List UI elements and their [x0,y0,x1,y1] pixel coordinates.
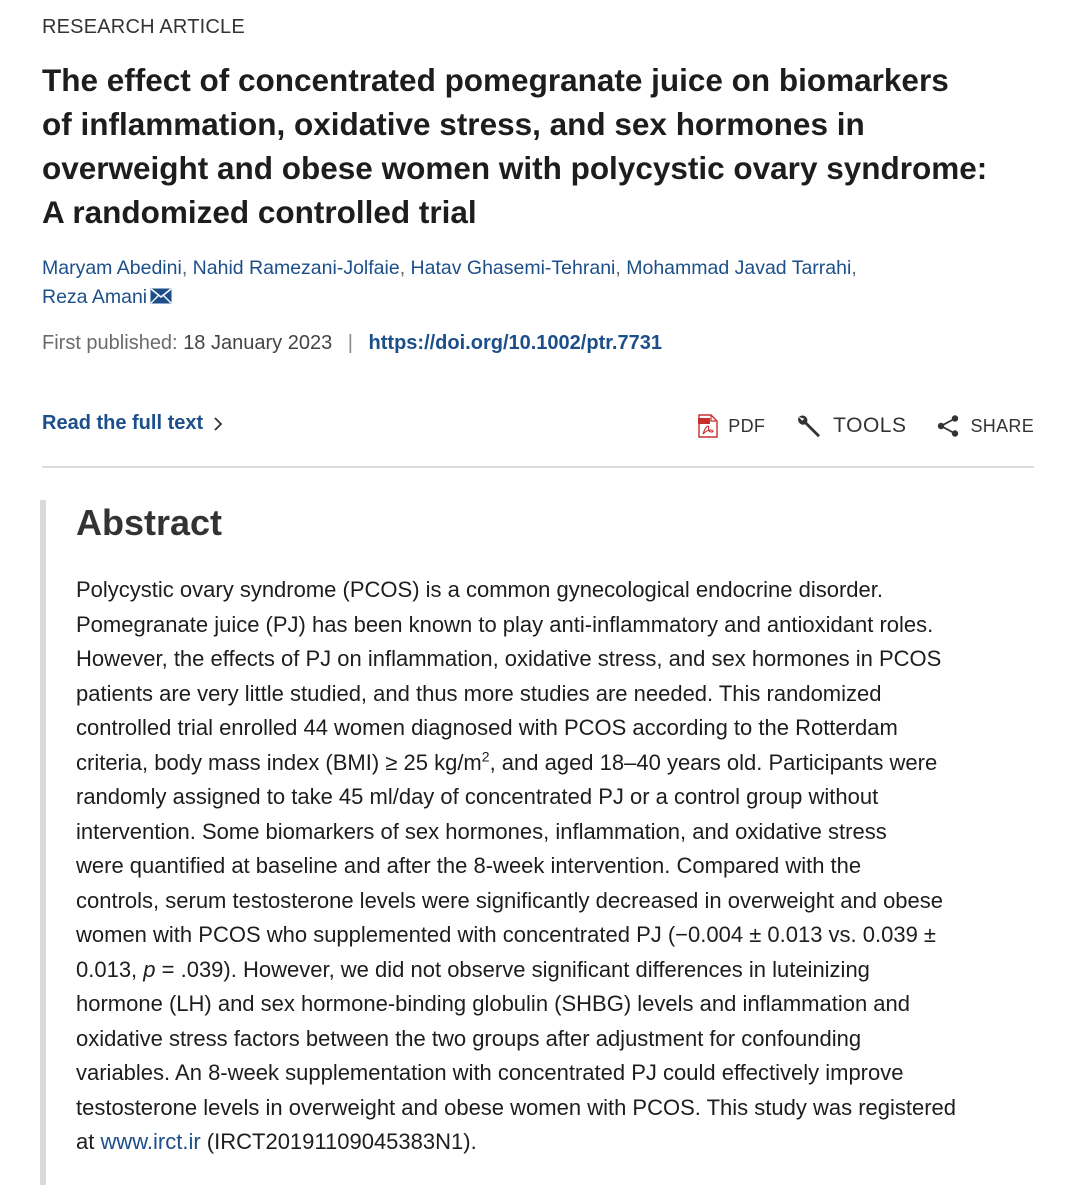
abstract-line: However, the effects of PJ on inflammation, oxidative stress, and sex hormones in PCOS [76,646,942,671]
author-list [42,254,1042,312]
bmi-superscript: 2 [481,748,490,765]
title-line: The effect of concentrated pomegranate juice on biomarkers [42,62,949,98]
first-published-label: First published: [42,332,178,354]
read-full-text-label: Read the full text [42,412,204,434]
p-value-symbol: p [143,956,156,982]
bmi-text: criteria, body mass index (BMI) ≥ 25 kg/m [76,749,482,775]
share-label: SHARE [970,415,1034,436]
pdf-label: PDF [728,415,766,436]
tools-label: TOOLS [833,414,907,437]
author-link[interactable]: Maryam Abedini [42,257,182,279]
registry-id: (IRCT20191109045383N1). [200,1129,477,1154]
abstract-line: randomly assigned to take 45 ml/day of concentrated PJ or a control group without [76,784,879,809]
article-toolbar [668,412,1034,440]
abstract-line: patients are very little studied, and thus more studies are needed. This randomized [76,680,882,706]
p-value-prefix: 0.013, [76,956,144,982]
author-separator: , [399,257,406,279]
abstract-line: hormone (LH) and sex hormone-binding globulin (SHBG) levels and inflammation and [76,991,910,1016]
abstract-heading: Abstract [76,502,223,543]
abstract-line: controls, serum testosterone levels were significantly decreased in overweight and obese [76,887,944,913]
section-divider [42,466,1034,468]
author-link[interactable]: Nahid Ramezani-Jolfaie [192,257,400,279]
abstract-line: Pomegranate juice (PJ) has been known to play anti-inflammatory and antioxidant roles. [76,611,934,637]
abstract-line [76,953,1040,988]
registry-link[interactable]: www.irct.ir [100,1129,201,1154]
publication-date: 18 January 2023 [183,332,333,354]
title-line: A randomized controlled trial [42,194,477,230]
abstract-line: were quantified at baseline and after the 8-week intervention. Compared with the [76,853,862,878]
author-link[interactable]: Hatav Ghasemi-Tehrani [410,257,616,279]
abstract-line [76,1125,1040,1160]
abstract-accent-bar [40,500,46,1185]
author-link[interactable]: Mohammad Javad Tarrahi [626,257,852,279]
p-value-suffix: = .039). However, we did not observe significant differences in luteinizing [155,956,870,982]
share-button[interactable] [936,414,1034,438]
wrench-icon [795,412,823,440]
article-title [42,58,1052,234]
chevron-right-icon [213,416,223,432]
author-separator: , [615,257,621,279]
abstract-line: women with PCOS who supplemented with concentrated PJ (−0.004 ± 0.013 vs. 0.039 ± [76,922,937,947]
abstract-line: variables. An 8-week supplementation with concentrated PJ could effectively improve [76,1060,904,1085]
author-separator: , [181,257,188,279]
abstract-line [76,746,1040,781]
registry-prefix: at [76,1129,101,1154]
read-full-text-link[interactable] [42,412,223,435]
author-separator: , [851,257,857,279]
publication-info [42,332,662,355]
bmi-text-after: , and aged 18–40 years old. Participants were [489,749,938,775]
share-icon [936,414,960,438]
title-line: overweight and obese women with polycystic ovary syndrome: [42,150,988,186]
pdf-button[interactable] [698,414,765,438]
abstract-line: testosterone levels in overweight and obese women with PCOS. This study was registered [76,1094,957,1120]
pdf-icon [698,414,718,438]
abstract-line: Polycystic ovary syndrome (PCOS) is a common gynecological endocrine disorder. [76,577,883,602]
doi-link[interactable]: https://doi.org/10.1002/ptr.7731 [368,332,662,354]
publication-separator: | [347,332,353,354]
abstract-line: controlled trial enrolled 44 women diagnosed with PCOS according to the Rotterdam [76,715,898,740]
author-link[interactable]: Reza Amani [42,286,148,308]
abstract-body [76,573,1040,1160]
mail-icon[interactable] [150,284,172,300]
tools-button[interactable] [795,412,906,440]
title-line: of inflammation, oxidative stress, and sex hormones in [42,106,865,142]
abstract-line: oxidative stress factors between the two groups after adjustment for confounding [76,1025,862,1051]
abstract-line: intervention. Some biomarkers of sex hormones, inflammation, and oxidative stress [76,818,887,844]
article-type-label: RESEARCH ARTICLE [42,16,245,38]
